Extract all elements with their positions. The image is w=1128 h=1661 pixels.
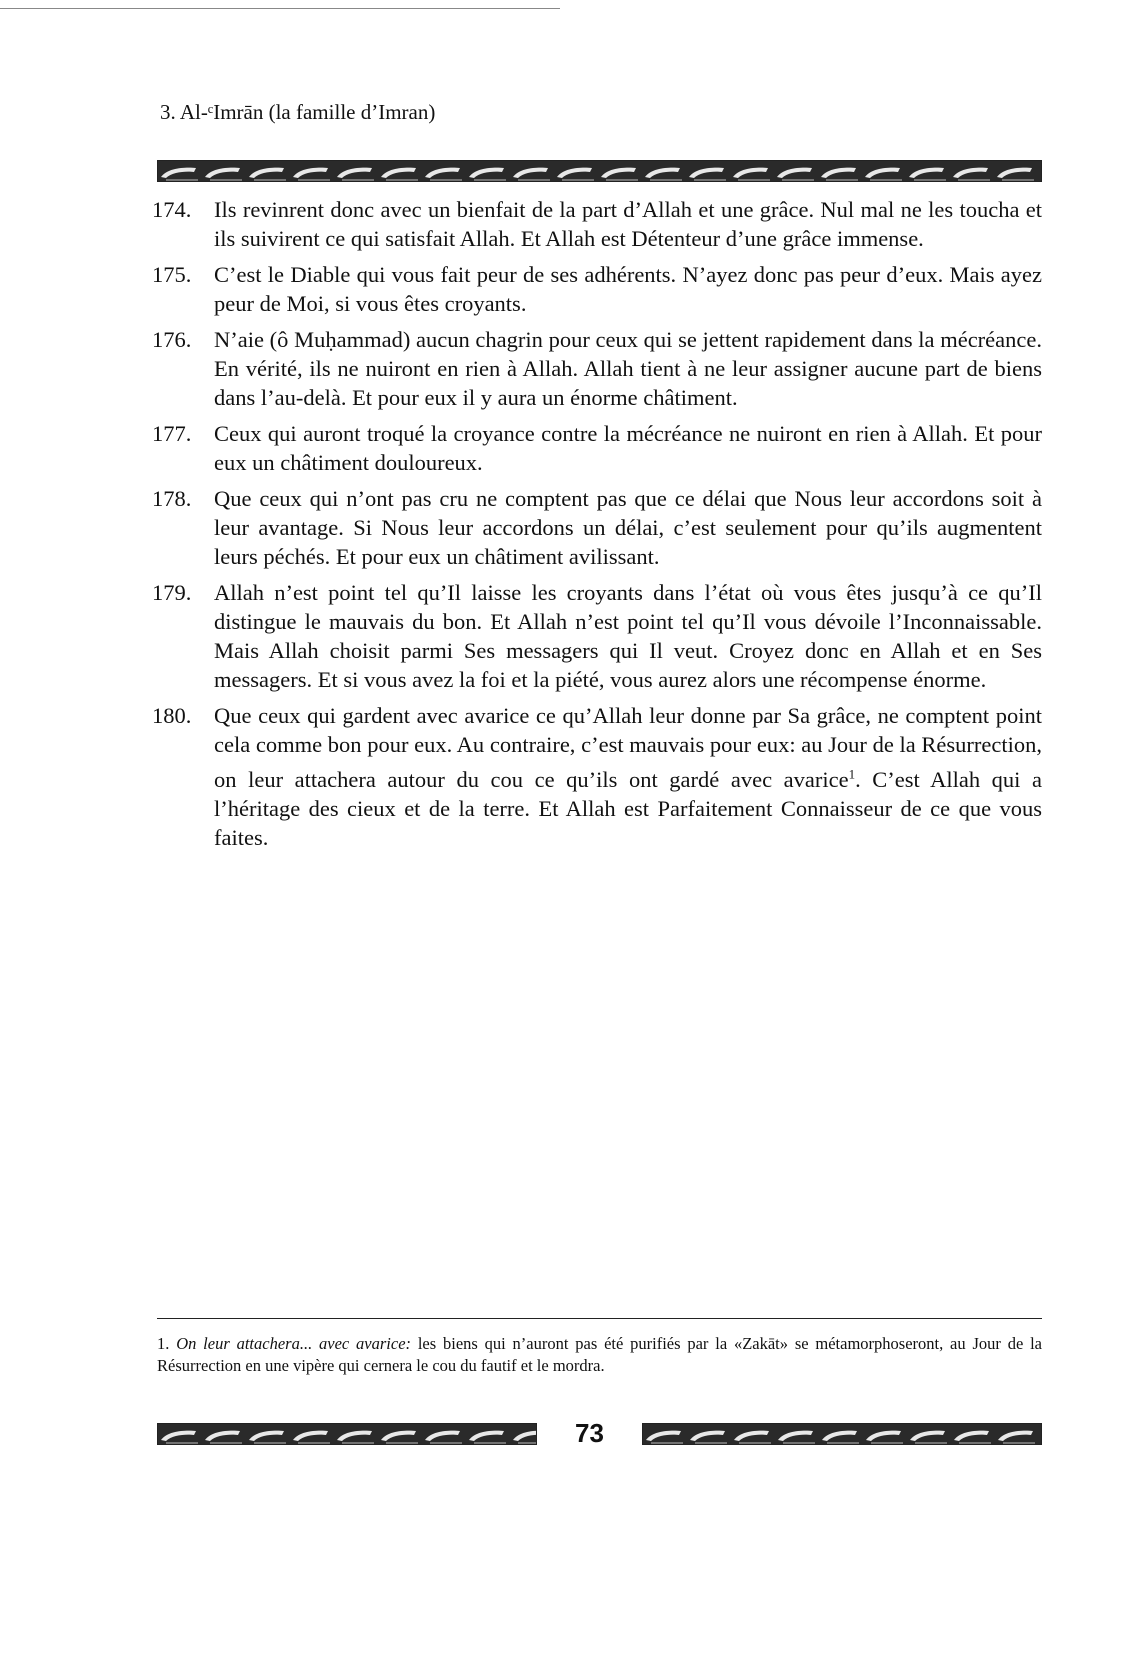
scan-edge-rule bbox=[0, 8, 560, 9]
footnote-emphasis: On leur attachera... avec avarice: bbox=[176, 1334, 412, 1353]
footnote-ref[interactable]: 1 bbox=[848, 766, 856, 781]
verse-text: C’est le Diable qui vous fait peur de ses adhérents. N’ayez donc pas peur d’eux. Mais ayez peur de Moi, si vous êtes croyants. bbox=[214, 262, 1042, 316]
verse-number: 177. bbox=[152, 421, 192, 446]
chain-ornament-icon bbox=[158, 1424, 537, 1445]
verse-text: Ceux qui auront troqué la croyance contre la mécréance ne nuiront en rien à Allah. Et pour eux un châtiment douloureux. bbox=[214, 421, 1042, 475]
chain-ornament-icon bbox=[643, 1424, 1042, 1445]
verse-179 bbox=[152, 578, 1042, 694]
verse-number: 175. bbox=[152, 262, 192, 287]
surah-header: 3. Al-ᶜImrān (la famille d’Imran) bbox=[160, 100, 436, 124]
verse-text: N’aie (ô Muḥammad) aucun chagrin pour ceux qui se jettent rapidement dans la mécréance. En vérité, ils ne nuiront en rien à Allah. Allah tient à ne leur assigner aucune part de biens dans l’au-delà. Et pour eux il y aura un énorme châtiment. bbox=[214, 327, 1042, 410]
verse-175 bbox=[152, 260, 1042, 318]
verse-text-part: . C’est Allah qui a l’héritage des cieux et de la terre. Et Allah est Parfaitement Connaisseur de ce que vous faites. bbox=[214, 766, 1042, 850]
footnote-divider bbox=[157, 1318, 1042, 1319]
verse-180 bbox=[152, 701, 1042, 852]
ornamental-border-bottom-right bbox=[642, 1423, 1042, 1445]
verse-177 bbox=[152, 419, 1042, 477]
verse-number: 179. bbox=[152, 580, 192, 605]
verses-list bbox=[152, 195, 1042, 859]
footnote bbox=[157, 1333, 1042, 1377]
verse-176 bbox=[152, 325, 1042, 412]
verse-number: 176. bbox=[152, 327, 192, 352]
ornamental-border-top bbox=[157, 160, 1042, 182]
footnote-text: les biens qui n’auront pas été purifiés par la «Zakāt» se métamorphoseront, au Jour de la Résurrection en une vipère qui cernera le cou du fautif et le mordra. bbox=[157, 1334, 1042, 1375]
page-footer bbox=[157, 1417, 1042, 1447]
verse-number: 180. bbox=[152, 703, 192, 728]
verse-178 bbox=[152, 484, 1042, 571]
ornamental-border-bottom-left bbox=[157, 1423, 537, 1445]
verse-number: 174. bbox=[152, 197, 192, 222]
verse-text-part: Que ceux qui gardent avec avarice ce qu’Allah leur donne par Sa grâce, ne comptent point cela comme bon pour eux. Au contraire, c’est mauvais pour eux: au Jour de la Résurrection, on leur attachera autour du cou ce qu’ils ont gardé avec avarice bbox=[214, 703, 1042, 792]
verse-number: 178. bbox=[152, 486, 192, 511]
verse-text: Allah n’est point tel qu’Il laisse les croyants dans l’état où vous êtes jusqu’à ce qu’Il distingue le mauvais du bon. Et Allah n’est point tel qu’Il vous dévoile l’Inconnaissable. Mais Allah choisit parmi Ses messagers qui Il veut. Croyez donc en Allah et en Ses messagers. Et si vous avez la foi et la piété, vous aurez alors une récompense énorme. bbox=[214, 580, 1042, 692]
verse-174 bbox=[152, 195, 1042, 253]
verse-text: Que ceux qui n’ont pas cru ne comptent pas que ce délai que Nous leur accordons soit à leur avantage. Si Nous leur accordons un délai, c’est seulement pour qu’ils augmentent leurs péchés. Et pour eux un châtiment avilissant. bbox=[214, 486, 1042, 569]
footnote-marker: 1. bbox=[157, 1334, 170, 1353]
page-number: 73 bbox=[575, 1418, 604, 1448]
verse-text: Ils revinrent donc avec un bienfait de la part d’Allah et une grâce. Nul mal ne les toucha et ils suivirent ce qui satisfait Allah. Et Allah est Détenteur d’une grâce immense. bbox=[214, 197, 1042, 251]
chain-ornament-icon bbox=[158, 161, 1042, 182]
verse-text bbox=[214, 703, 1042, 850]
